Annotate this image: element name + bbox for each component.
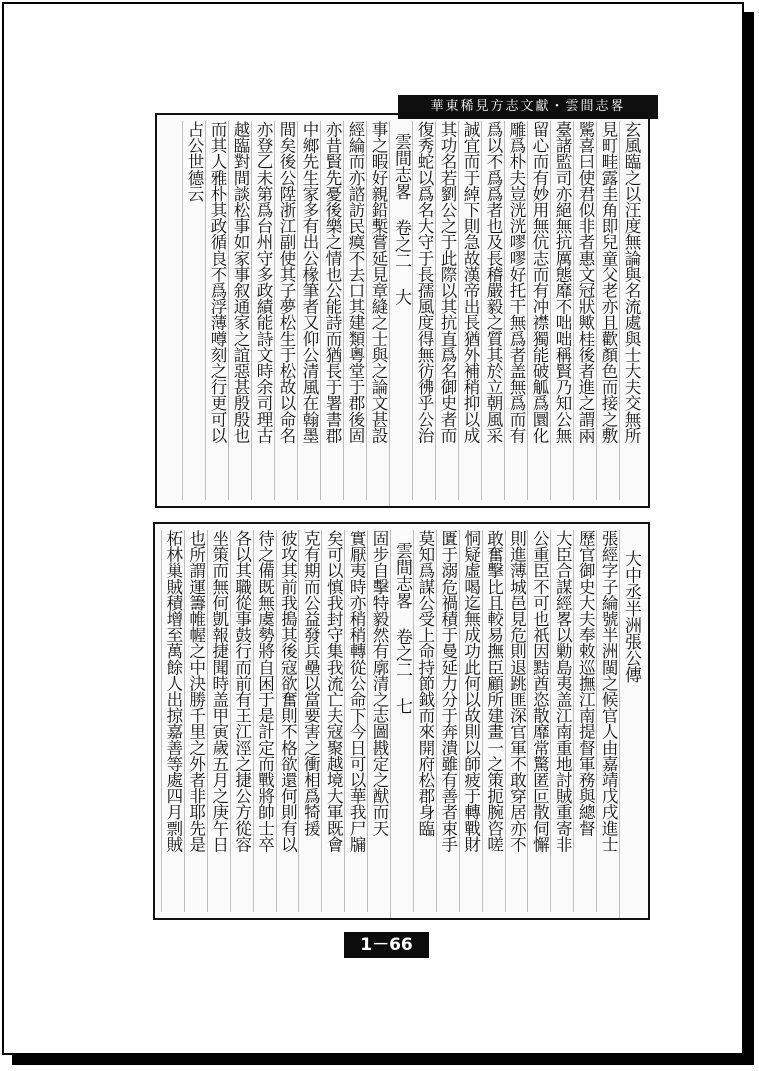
- text-column: 大臣合謀經畧以勦島夷盖江南重地討賊重寄非: [550, 530, 573, 912]
- page-number: 1－66: [344, 932, 429, 958]
- text-column: 亦登乙未第爲台州守多政績能詩文時余司理古: [251, 121, 274, 500]
- text-column: 柘林巢賊積增至萬餘人出掠嘉善等處四月剽賊: [161, 530, 184, 912]
- text-column: 玄風臨之以汪度無論與名流處與士大夫交無所: [619, 121, 642, 500]
- text-column: 彼攻其前我搗其後寇欲奮則不格欲還何則有以: [276, 530, 299, 912]
- text-column: 固步自擊特毅然有廓清之志圖戡定之猷而天: [367, 530, 390, 912]
- text-column: 雕爲朴夫豈洸洸嘐嘐好托干無爲者盖無爲而有: [504, 121, 527, 500]
- fold-column-header: 雲間志畧 卷之二 大: [389, 121, 412, 508]
- text-column: 中鄉先生家多有出公椽筆者又仰公清風在翰墨: [297, 121, 320, 500]
- text-column: 恫疑虛喝迄無成功此何以故則以師疲于轉戰財: [459, 530, 482, 912]
- text-column: 則進薄城邑見危則退跳匪深官軍不敢穿居亦不: [505, 530, 528, 912]
- text-column: 待之備既無虞勢將自困于是計定而戰將帥士卒: [253, 530, 276, 912]
- text-column: 莫知爲謀公受上命持節鉞而來開府松郡身臨: [413, 530, 436, 912]
- text-column: 事之暇好親鉛槧嘗延見章縫之士與之論文甚設: [366, 121, 389, 500]
- text-column: 公重臣不可也祇因黠酋恣散靡常驚匿叵散伺懈: [527, 530, 550, 912]
- bottom-columns: [161, 530, 642, 912]
- text-column: 誠宜而于綽下則急故漢帝出長猶外補稍抑以成: [458, 121, 481, 500]
- top-text-block: [155, 113, 650, 508]
- text-column: 占公世德云: [182, 121, 205, 500]
- top-columns: [163, 121, 642, 500]
- text-column: 實厭夷時亦稍稍轉從公命下今日可以華我尸牖: [344, 530, 367, 912]
- text-column: 間矣後公陞浙江副使其子夢松生于松故以命名: [274, 121, 297, 500]
- text-column: 各以其職從事鼓行而前有王江涇之捷公方從容: [230, 530, 253, 912]
- series-title-banner: 華東稀見方志文獻・雲間志畧: [398, 95, 658, 119]
- text-column: 敢奮擊比且較易撫臣顧所建畫一之策扼腕咨嗟: [482, 530, 505, 912]
- text-column: 臺諸監司亦絕無抗厲態靡不咄咄稱賢乃知公無: [550, 121, 573, 500]
- text-column: 坐策而無何凱報捷聞時盖甲寅歲五月之庚午日: [207, 530, 230, 912]
- text-column: 匱于溺危禍積于曼延力分于奔潰雖有善者束手: [436, 530, 459, 912]
- text-column: 留心而有妙用無伉志而有冲襟獨能破觚爲圜化: [527, 121, 550, 500]
- text-column: 騭喜曰使君似非者惠文冠狀歟桂後者進之謂兩: [573, 121, 596, 500]
- biography-title: 大中丞半洲張公傳: [619, 530, 642, 920]
- text-column: 越臨對間談松事如家事叙通家之誼惡甚殷殷也: [228, 121, 251, 500]
- text-column: 克有期而公益發兵壘以當要害之衝相爲犄援: [298, 530, 321, 912]
- fold-column-header: 雲間志畧 卷之二 七: [390, 530, 413, 920]
- text-column: 經綸而亦諮訪民瘼不去口其建類粵堂于郡後固: [343, 121, 366, 500]
- text-column: 爲以不爲爲者也及長稽嚴毅之質其於立朝風采: [481, 121, 504, 500]
- bottom-text-block: [153, 522, 650, 920]
- text-column: 其功名若劉公之于此際以其抗直爲名御史者而: [435, 121, 458, 500]
- text-column: 亦昔賢先憂後樂之情也公能詩而猶長于署書郡: [320, 121, 343, 500]
- text-column: 也所謂運籌帷幄之中決勝千里之外者非耶先是: [184, 530, 207, 912]
- text-column: 歷官御史大夫奉敕巡撫江南提督軍務與總督: [573, 530, 596, 912]
- text-column: 張經字子綸號半洲閩之候官人由嘉靖戊戌進士: [596, 530, 619, 912]
- text-column: 見町畦露圭角即兒童父老亦且歡顏色而接之敷: [596, 121, 619, 500]
- text-column: 而其人雅朴其政循良不爲浮薄噂刻之行更可以: [205, 121, 228, 500]
- text-column: 矣可以慎我封守集我流亡夫寇聚越境大軍既會: [321, 530, 344, 912]
- text-column: 復秀蛇以爲名大守于長孺風度得無彷彿乎公治: [412, 121, 435, 500]
